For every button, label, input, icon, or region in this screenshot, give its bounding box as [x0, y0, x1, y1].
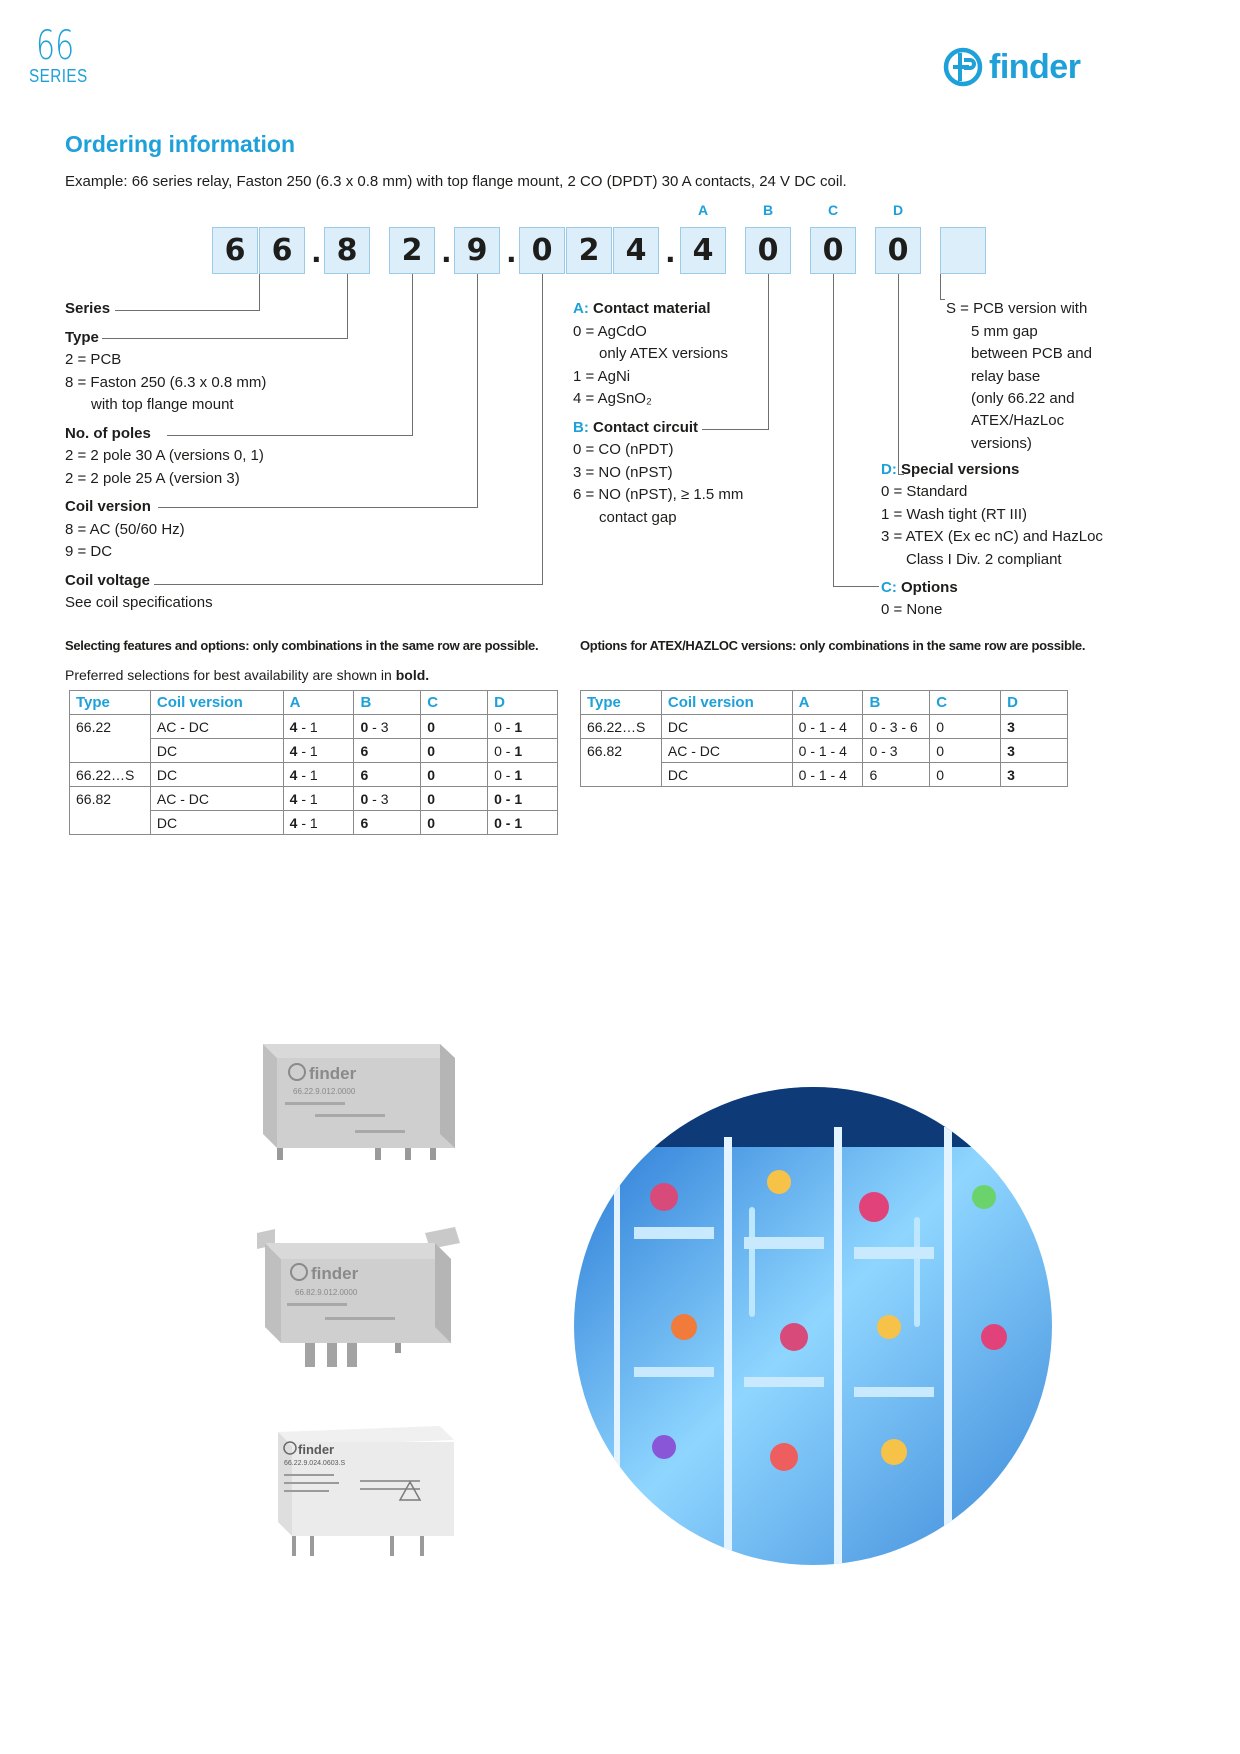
table-row — [70, 787, 558, 811]
cell-b: 6 — [863, 763, 930, 787]
cell-b: 6 — [354, 811, 421, 835]
cell-b: 0 - 3 — [354, 787, 421, 811]
cell-c: 0 — [421, 811, 488, 835]
legend-b-line: contact gap — [599, 509, 677, 526]
cell-coil: DC — [150, 811, 283, 835]
cell-coil: AC - DC — [150, 787, 283, 811]
code-digit-4: 2 — [389, 227, 435, 274]
header-c: C — [421, 691, 488, 715]
header-d: D — [1001, 691, 1068, 715]
legend-b-line: 3 = NO (nPST) — [573, 464, 673, 481]
cell-c: 0 — [421, 763, 488, 787]
table-row — [581, 739, 1068, 763]
legend-s-line: ATEX/HazLoc — [971, 412, 1065, 429]
cell-type: 66.82 — [70, 787, 151, 835]
code-digit-6: 0 — [519, 227, 565, 274]
cell-b: 6 — [354, 763, 421, 787]
code-digit-d: 0 — [875, 227, 921, 274]
note-left: Selecting features and options: only combinations in the same row are possible. — [65, 638, 539, 653]
cell-type: 66.22…S — [581, 715, 662, 739]
code-digit-2: 6 — [259, 227, 305, 274]
legend-coil-version-title: Coil version — [65, 498, 151, 515]
legend-coil-voltage-line: See coil specifications — [65, 594, 213, 611]
table-right — [580, 690, 1068, 787]
table-header-row — [581, 691, 1068, 715]
cell-b: 0 - 3 - 6 — [863, 715, 930, 739]
cell-coil: DC — [150, 739, 283, 763]
code-digit-c: 0 — [810, 227, 856, 274]
code-digit-s — [940, 227, 986, 274]
legend-a-line: 4 = AgSnO₂ — [573, 390, 652, 407]
code-letter-c: C — [827, 202, 839, 218]
legend-a-title: A: Contact material — [573, 300, 711, 317]
freezer-photo-image — [574, 1087, 1052, 1565]
table-row — [70, 763, 558, 787]
legend-type-line: 2 = PCB — [65, 351, 122, 368]
legend-b-line: 6 = NO (nPST), ≥ 1.5 mm — [573, 486, 744, 503]
relay-image-66-22 — [255, 1030, 460, 1165]
cell-a: 4 - 1 — [283, 715, 354, 739]
header-a: A — [792, 691, 863, 715]
relay2-code: 66.82.9.012.0000 — [295, 1288, 358, 1297]
legend-s-line: relay base — [971, 368, 1041, 385]
code-letter-d: D — [892, 202, 904, 218]
legend-coil-version-line: 8 = AC (50/60 Hz) — [65, 521, 185, 538]
legend-type-title: Type — [65, 329, 99, 346]
legend-s-line: 5 mm gap — [971, 323, 1038, 340]
legend-d-line: 0 = Standard — [881, 483, 968, 500]
relay-image-66-22-s — [270, 1418, 460, 1568]
code-dot: . — [311, 236, 322, 269]
legend-d-line: 1 = Wash tight (RT III) — [881, 506, 1028, 523]
relay1-code: 66.22.9.012.0000 — [293, 1087, 356, 1096]
header-a: A — [283, 691, 354, 715]
cell-a: 0 - 1 - 4 — [792, 739, 863, 763]
code-dot: . — [665, 236, 676, 269]
code-digit-5: 9 — [454, 227, 500, 274]
legend-s-line: (only 66.22 and — [971, 390, 1075, 407]
cell-d: 3 — [1001, 763, 1068, 787]
cell-coil: AC - DC — [661, 739, 792, 763]
cell-a: 4 - 1 — [283, 739, 354, 763]
legend-a-line: only ATEX versions — [599, 345, 728, 362]
cell-coil: DC — [661, 715, 792, 739]
cell-type: 66.22 — [70, 715, 151, 763]
freezer-photo — [574, 1087, 1052, 1565]
legend-c-line: 0 = None — [881, 601, 943, 618]
table-row — [581, 715, 1068, 739]
cell-a: 0 - 1 - 4 — [792, 715, 863, 739]
cell-a: 4 - 1 — [283, 811, 354, 835]
series-number: 66 — [36, 23, 75, 69]
cell-d: 3 — [1001, 715, 1068, 739]
cell-a: 4 - 1 — [283, 787, 354, 811]
cell-c: 0 — [930, 715, 1001, 739]
legend-poles-line: 2 = 2 pole 25 A (version 3) — [65, 470, 240, 487]
legend-d-title: D: Special versions — [881, 461, 1020, 478]
table-row — [70, 715, 558, 739]
header-coil-version: Coil version — [150, 691, 283, 715]
legend-poles-line: 2 = 2 pole 30 A (versions 0, 1) — [65, 447, 264, 464]
legend-b-title: B: Contact circuit — [573, 419, 699, 436]
cell-coil: DC — [150, 763, 283, 787]
code-digit-b: 0 — [745, 227, 791, 274]
code-letter-a: A — [697, 202, 709, 218]
legend-a-line: 0 = AgCdO — [573, 323, 647, 340]
cell-d: 0 - 1 — [488, 811, 558, 835]
cell-c: 0 — [421, 715, 488, 739]
finder-logo-icon — [943, 47, 983, 87]
table-header-row — [70, 691, 558, 715]
legend-s-line: versions) — [971, 435, 1032, 452]
cell-d: 0 - 1 — [488, 763, 558, 787]
legend-s-line: between PCB and — [971, 345, 1092, 362]
relay3-brand: finder — [298, 1442, 335, 1457]
example-text: Example: 66 series relay, Faston 250 (6.3 x 0.8 mm) with top flange mount, 2 CO (DPDT) 30 A contacts, 24 V DC coil. — [65, 173, 847, 190]
relay-image-66-82 — [255, 1225, 465, 1375]
legend-coil-voltage-title: Coil voltage — [65, 572, 151, 589]
cell-c: 0 — [421, 787, 488, 811]
code-dot: . — [441, 236, 452, 269]
legend-type-line: with top flange mount — [91, 396, 234, 413]
code-digit-a: 4 — [680, 227, 726, 274]
header-type: Type — [581, 691, 662, 715]
note-preferred: Preferred selections for best availability are shown in bold. — [65, 667, 430, 683]
cell-type: 66.82 — [581, 739, 662, 787]
code-digit-8: 4 — [613, 227, 659, 274]
cell-d: 3 — [1001, 739, 1068, 763]
cell-d: 0 - 1 — [488, 739, 558, 763]
cell-b: 0 - 3 — [863, 739, 930, 763]
cell-c: 0 — [421, 739, 488, 763]
cell-b: 6 — [354, 739, 421, 763]
code-dot: . — [506, 236, 517, 269]
note-right: Options for ATEX/HAZLOC versions: only combinations in the same row are possible. — [580, 638, 1086, 653]
cell-c: 0 — [930, 763, 1001, 787]
legend-d-line: Class I Div. 2 compliant — [906, 551, 1062, 568]
legend-series: Series — [65, 300, 111, 317]
legend-d-line: 3 = ATEX (Ex ec nC) and HazLoc — [881, 528, 1103, 545]
legend-b-line: 0 = CO (nPDT) — [573, 441, 674, 458]
cell-a: 0 - 1 - 4 — [792, 763, 863, 787]
header-d: D — [488, 691, 558, 715]
legend-poles-title: No. of poles — [65, 425, 151, 442]
code-digit-1: 6 — [212, 227, 258, 274]
header-type: Type — [70, 691, 151, 715]
relay2-brand: finder — [311, 1264, 359, 1283]
legend-type-line: 8 = Faston 250 (6.3 x 0.8 mm) — [65, 374, 267, 391]
relay1-brand: finder — [309, 1064, 357, 1083]
relay3-code: 66.22.9.024.0603.S — [284, 1460, 346, 1467]
cell-a: 4 - 1 — [283, 763, 354, 787]
legend-a-line: 1 = AgNi — [573, 368, 631, 385]
cell-c: 0 — [930, 739, 1001, 763]
header-b: B — [863, 691, 930, 715]
header-b: B — [354, 691, 421, 715]
code-letter-b: B — [762, 202, 774, 218]
code-digit-7: 2 — [566, 227, 612, 274]
cell-coil: DC — [661, 763, 792, 787]
code-digit-3: 8 — [324, 227, 370, 274]
series-label: SERIES — [29, 66, 88, 86]
cell-type: 66.22…S — [70, 763, 151, 787]
table-left — [69, 690, 558, 835]
cell-d: 0 - 1 — [488, 715, 558, 739]
legend-c-title: C: Options — [881, 579, 958, 596]
header-c: C — [930, 691, 1001, 715]
legend-s-line: S = PCB version with — [946, 300, 1088, 317]
legend-coil-version-line: 9 = DC — [65, 543, 113, 560]
cell-coil: AC - DC — [150, 715, 283, 739]
header-coil-version: Coil version — [661, 691, 792, 715]
cell-d: 0 - 1 — [488, 787, 558, 811]
finder-logo-text: finder — [989, 47, 1081, 86]
cell-b: 0 - 3 — [354, 715, 421, 739]
finder-logo — [943, 47, 1080, 87]
page-title: Ordering information — [65, 131, 295, 157]
